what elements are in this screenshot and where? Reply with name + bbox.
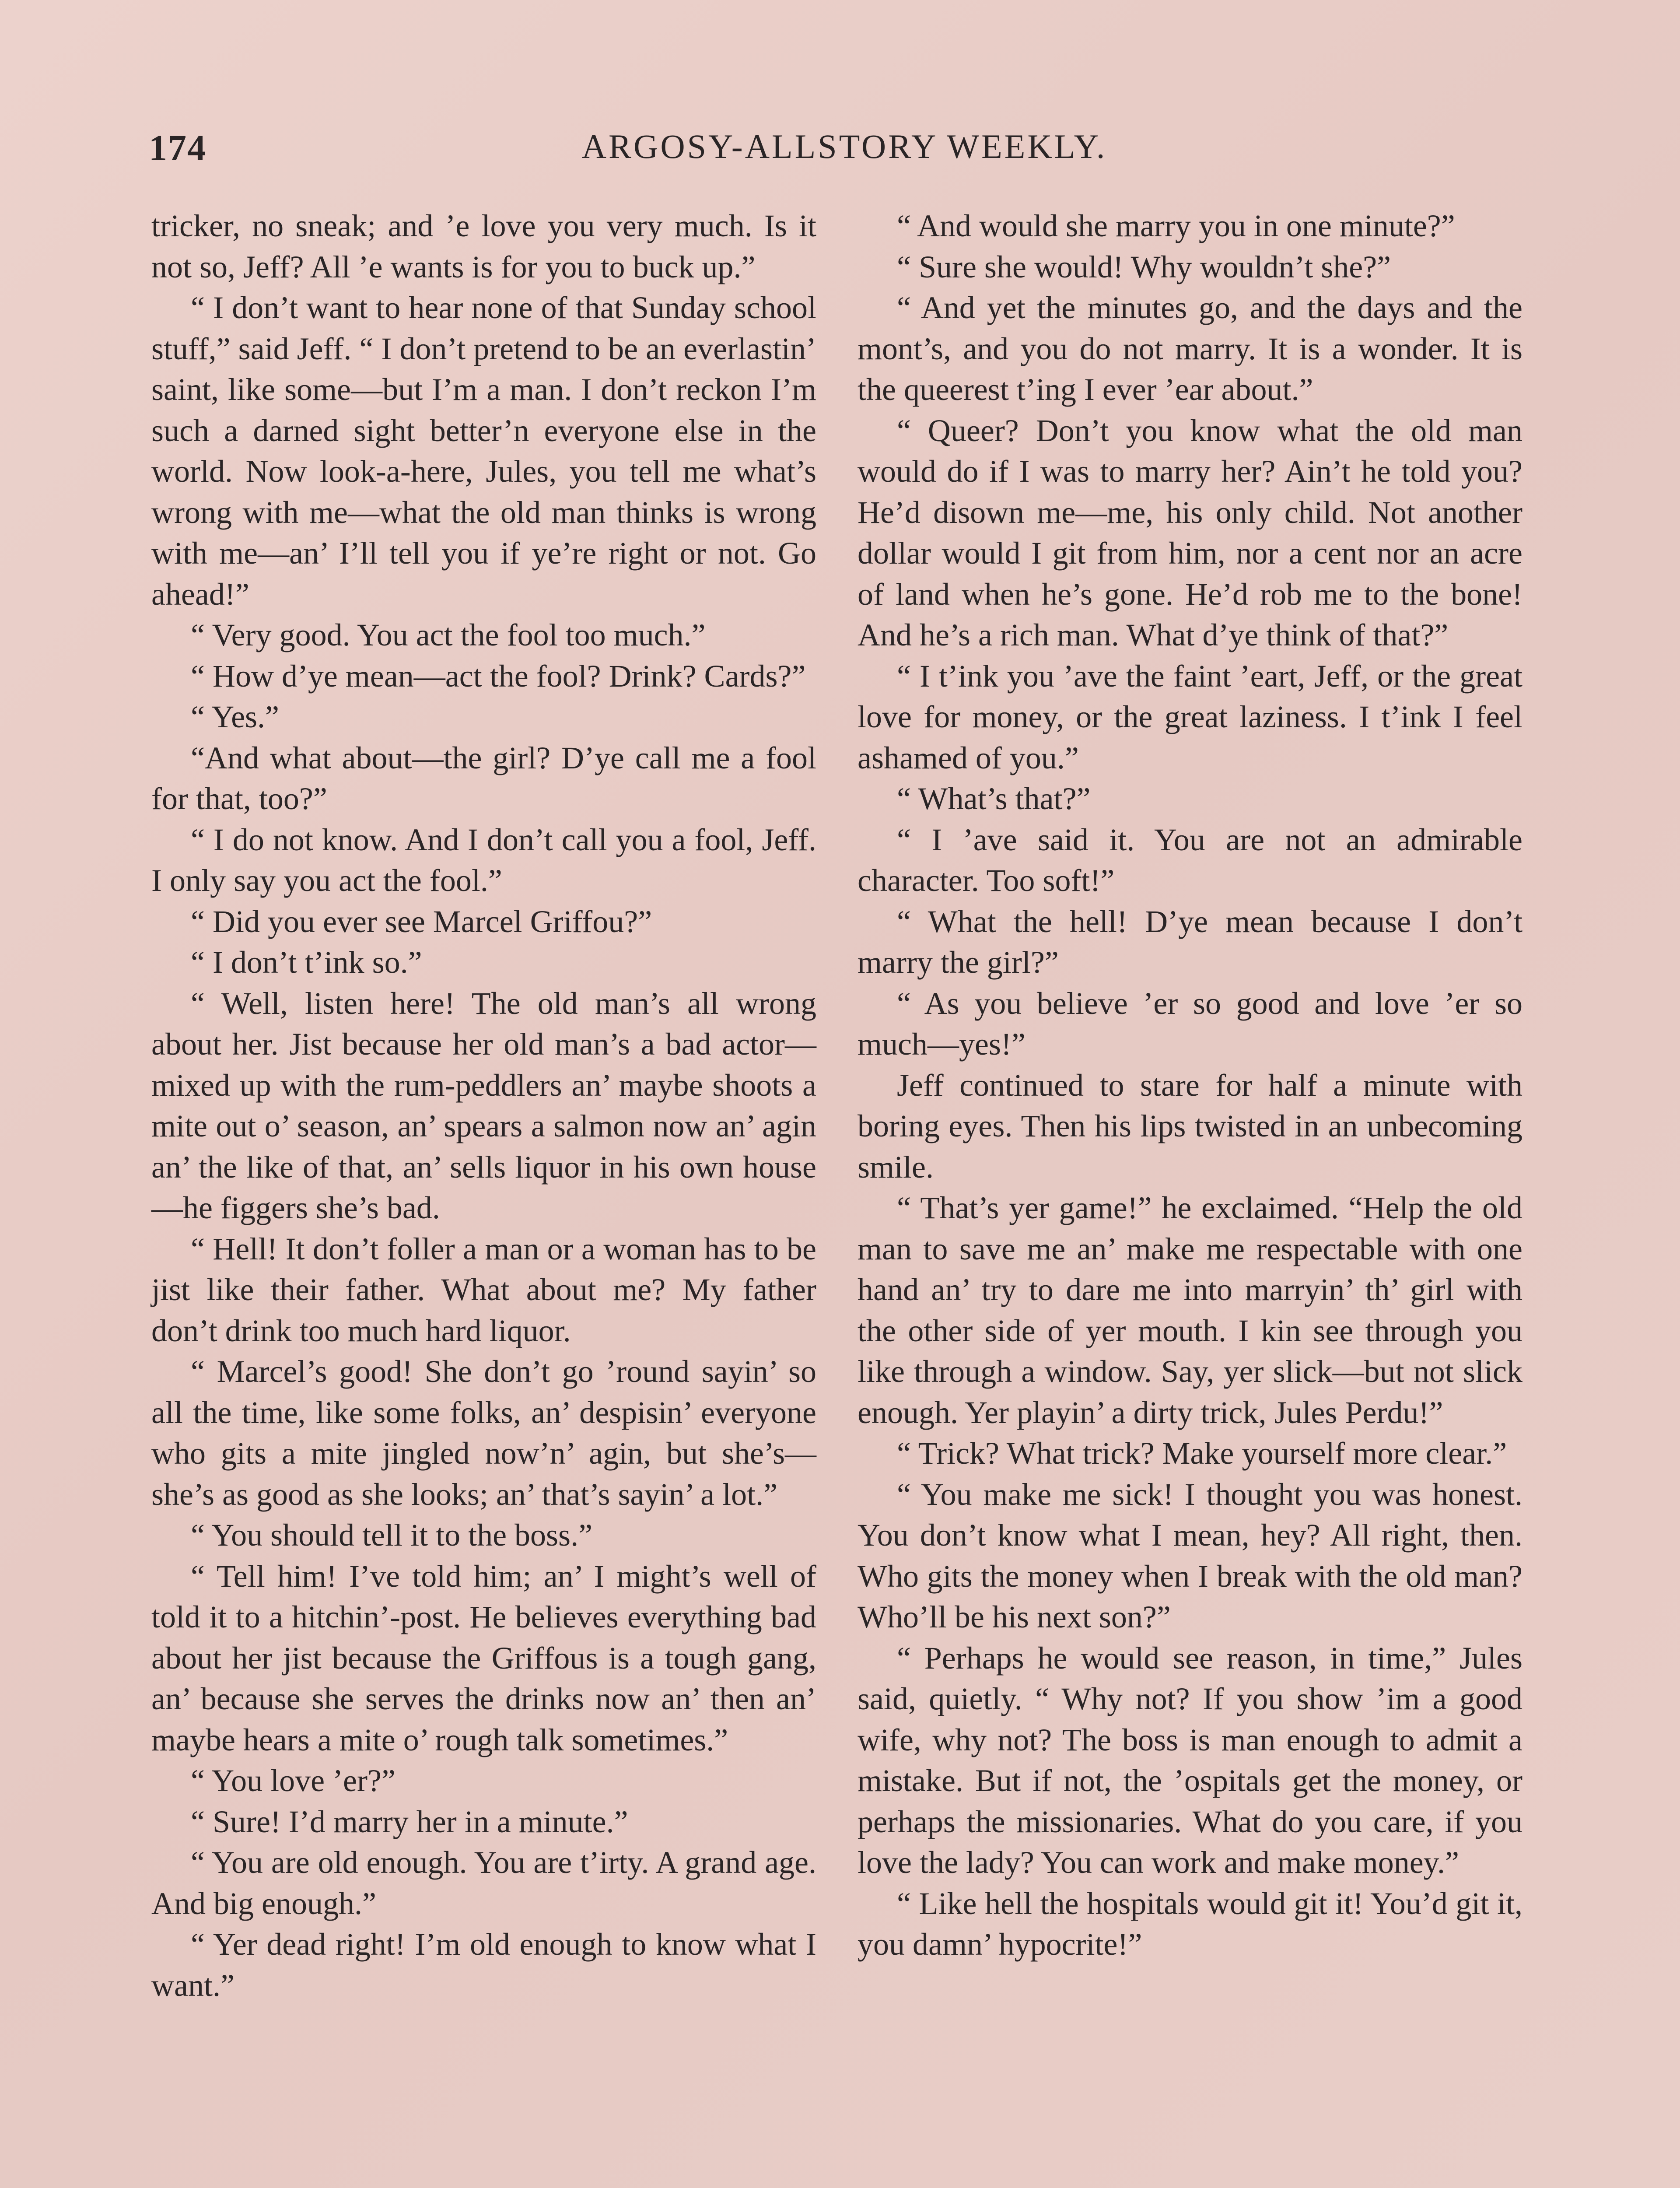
paragraph: “ You should tell it to the boss.” [191, 1518, 593, 1553]
paragraph: “ I do not know. And I don’t call you a fool, Jeff. I only say you act the fool.” [151, 822, 816, 898]
paragraph: “ Marcel’s good! She don’t go ’round sayin’ so all the time, like some folks, an’ despisin’ everyone who gits a mite jingled now’n’ agin, but she’s—she’s as good as she looks; an’ that’s sayin’ a lot.” [151, 1354, 816, 1512]
paragraph: “ Sure she would! Why wouldn’t she?” [897, 249, 1391, 284]
paragraph: “ I ’ave said it. You are not an admirable character. Too soft!” [858, 822, 1522, 898]
paragraph: “ Perhaps he would see reason, in time,” Jules said, quietly. “ Why not? If you show ’im a good wife, why not? The boss is man enough to admit a mistake. But if not, the ’ospitals get the money, or perhaps the missionaries. What do you care, if you love the lady? You can work and make money.” [858, 1640, 1522, 1880]
paragraph: “ You make me sick! I thought you was honest. You don’t know what I mean, hey? All right, then. Who gits the money when I break with the old man? Who’ll be his next son?” [858, 1476, 1522, 1634]
page-header [149, 127, 1540, 175]
paragraph: “ Queer? Don’t you know what the old man would do if I was to marry her? Ain’t he told you? He’d disown me—me, his only child. Not another dollar would I git from him, nor a cent nor an acre of land when he’s gone. He’d rob me to the bone! And he’s a rich man. What d’ye think of that?” [858, 413, 1522, 652]
paragraph: “ Tell him! I’ve told him; an’ I might’s well of told it to a hitchin’-post. He believes everything bad about her jist because the Griffous is a tough gang, an’ because she serves the drinks now an’ then an’ maybe hears a mite o’ rough talk sometimes.” [151, 1558, 816, 1757]
paragraph: “ You love ’er?” [191, 1763, 396, 1798]
paragraph: “ How d’ye mean—act the fool? Drink? Cards?” [191, 658, 806, 694]
paragraph: “And what about—the girl? D’ye call me a fool for that, too?” [151, 740, 816, 816]
paragraph: “ And would she marry you in one minute?” [897, 208, 1455, 243]
paragraph: “ As you believe ’er so good and love ’er so much—yes!” [858, 985, 1522, 1062]
paragraph: “ Very good. You act the fool too much.” [191, 617, 706, 652]
right-column [858, 206, 1522, 2188]
left-column [151, 206, 816, 2188]
paragraph: Jeff continued to stare for half a minute with boring eyes. Then his lips twisted in an unbecoming smile. [858, 1067, 1522, 1185]
running-head: ARGOSY-ALLSTORY WEEKLY. [581, 127, 1107, 165]
page-number: 174 [149, 128, 206, 168]
paragraph: “ I t’ink you ’ave the faint ’eart, Jeff, or the great love for money, or the great laziness. I t’ink I feel ashamed of you.” [858, 658, 1522, 775]
paragraph: “ Well, listen here! The old man’s all wrong about her. Jist because her old man’s a bad actor—mixed up with the rum-peddlers an’ maybe shoots a mite out o’ season, an’ spears a salmon now an’ agin an’ the like of that, an’ sells liquor in his own house—he figgers she’s bad. [151, 985, 816, 1225]
paragraph: “ Like hell the hospitals would git it! You’d git it, you damn’ hypocrite!” [858, 1886, 1522, 1962]
paragraph: “ Sure! I’d marry her in a minute.” [191, 1804, 628, 1839]
paragraph: “ You are old enough. You are t’irty. A grand age. And big enough.” [151, 1845, 816, 1921]
paragraph: “ That’s yer game!” he exclaimed. “Help the old man to save me an’ make me respectable with one hand an’ try to dare me into marryin’ th’ girl with the other side of yer mouth. I kin see through you like through a window. Say, yer slick—but not slick enough. Yer playin’ a dirty trick, Jules Perdu!” [858, 1190, 1522, 1430]
paragraph: “ Trick? What trick? Make yourself more clear.” [897, 1436, 1507, 1471]
paragraph: “ I don’t want to hear none of that Sunday school stuff,” said Jeff. “ I don’t pretend to be an everlastin’ saint, like some—but I’m a man. I don’t reckon I’m such a darned sight better’n everyone else in the world. Now look-a-here, Jules, you tell me what’s wrong with me—what the old man thinks is wrong with me—an’ I’ll tell you if ye’re right or not. Go ahead!” [151, 290, 816, 612]
paragraph: “ What the hell! D’ye mean because I don’t marry the girl?” [858, 904, 1522, 980]
paragraph: “ What’s that?” [897, 781, 1091, 816]
paragraph: “ I don’t t’ink so.” [191, 945, 422, 980]
paragraph: tricker, no sneak; and ’e love you very much. Is it not so, Jeff? All ’e wants is for you to buck up.” [151, 208, 816, 284]
paragraph: “ Did you ever see Marcel Griffou?” [191, 904, 652, 939]
paragraph: “ Yes.” [191, 699, 280, 734]
paragraph: “ Hell! It don’t foller a man or a woman has to be jist like their father. What about me? My father don’t drink too much hard liquor. [151, 1231, 816, 1348]
paragraph: “ Yer dead right! I’m old enough to know what I want.” [151, 1927, 816, 2003]
paragraph: “ And yet the minutes go, and the days and the mont’s, and you do not marry. It is a wonder. It is the queerest t’ing I ever ’ear about.” [858, 290, 1522, 407]
